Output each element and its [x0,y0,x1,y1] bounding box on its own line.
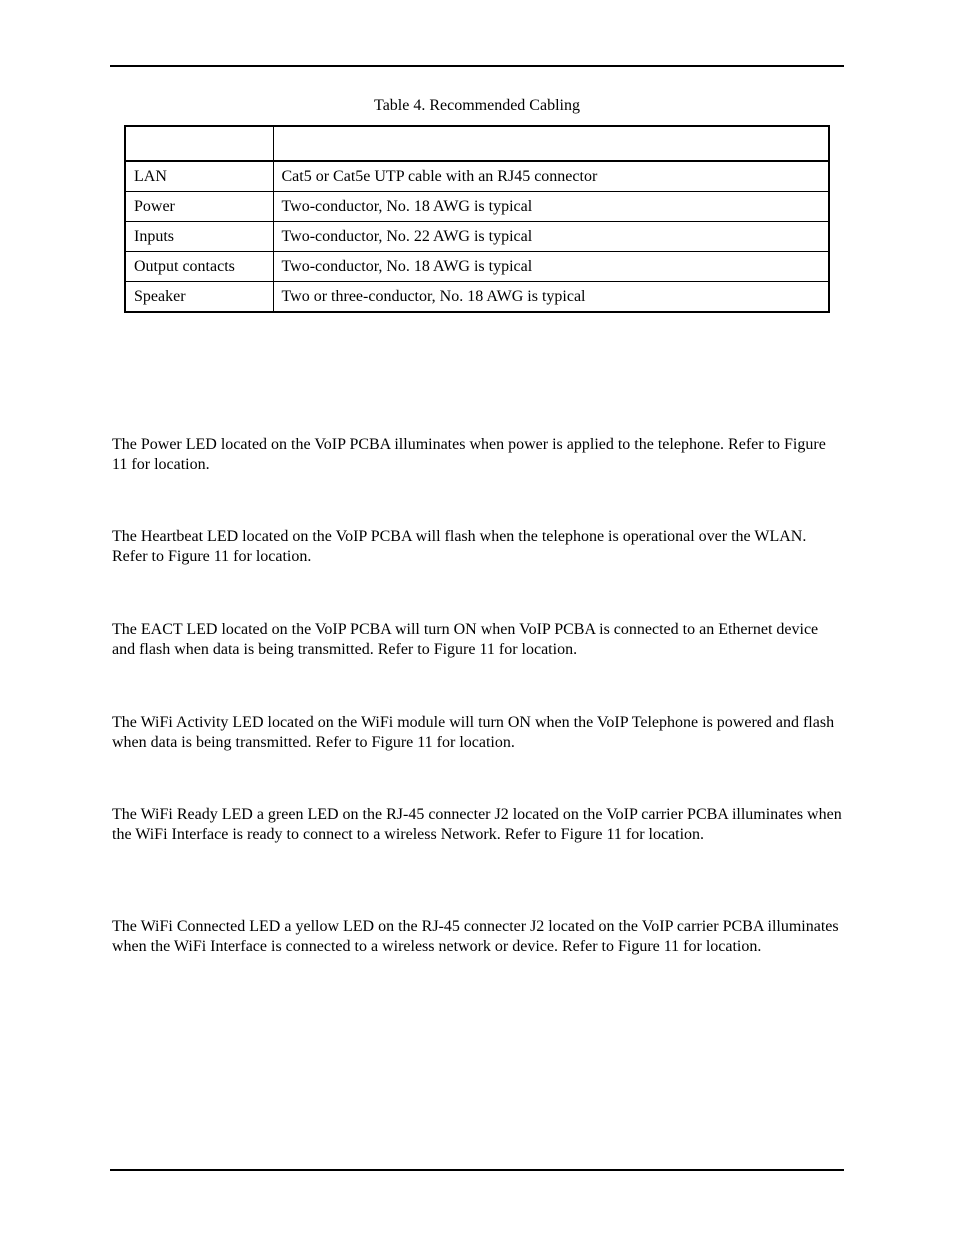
cable-name-cell: Output contacts [125,252,273,282]
heartbeat-led-paragraph: The Heartbeat LED located on the VoIP PCBA will flash when the telephone is operational over the WLAN. Refer to Figure 11 for location. [112,528,807,565]
cable-type-cell: Cat5 or Cat5e UTP cable with an RJ45 connector [273,161,829,192]
table-header-row [125,126,829,161]
cable-name-cell: Speaker [125,282,273,313]
table-row [125,222,829,252]
cable-name-cell: Power [125,192,273,222]
header-rule [110,65,844,67]
cable-type-cell: Two-conductor, No. 22 AWG is typical [273,222,829,252]
cable-type-cell: Two or three-conductor, No. 18 AWG is typical [273,282,829,313]
eact-led-paragraph: The EACT LED located on the VoIP PCBA will turn ON when VoIP PCBA is connected to an Ethernet device and flash when data is being transmitted. Refer to Figure 11 for location. [112,621,819,658]
footer-rule [110,1169,844,1171]
column-header-type [273,126,829,161]
table-row [125,161,829,192]
power-led-paragraph: The Power LED located on the VoIP PCBA illuminates when power is applied to the telephone. Refer to Figure 11 for location. [112,436,826,473]
cable-type-cell: Two-conductor, No. 18 AWG is typical [273,192,829,222]
column-header-cable [125,126,273,161]
cable-name-cell: LAN [125,161,273,192]
wifi-activity-led-paragraph: The WiFi Activity LED located on the WiFi module will turn ON when the VoIP Telephone is powered and flash when data is being transmitted. Refer to Figure 11 for location. [112,714,835,751]
cable-name-cell: Inputs [125,222,273,252]
table-caption: Table 4. Recommended Cabling [374,97,580,114]
table-row [125,252,829,282]
cable-type-cell: Two-conductor, No. 18 AWG is typical [273,252,829,282]
table-row [125,192,829,222]
wifi-ready-led-paragraph: The WiFi Ready LED a green LED on the RJ-45 connecter J2 located on the VoIP carrier PCBA illuminates when the WiFi Interface is ready to connect to a wireless Network. Refer to Figure 11 for location. [112,806,842,843]
table-row [125,282,829,313]
wifi-connected-led-paragraph: The WiFi Connected LED a yellow LED on the RJ-45 connecter J2 located on the VoIP carrier PCBA illuminates when the WiFi Interface is connected to a wireless network or device. Refer to Figure 11 for location. [112,918,839,955]
recommended-cabling-table [124,125,830,313]
